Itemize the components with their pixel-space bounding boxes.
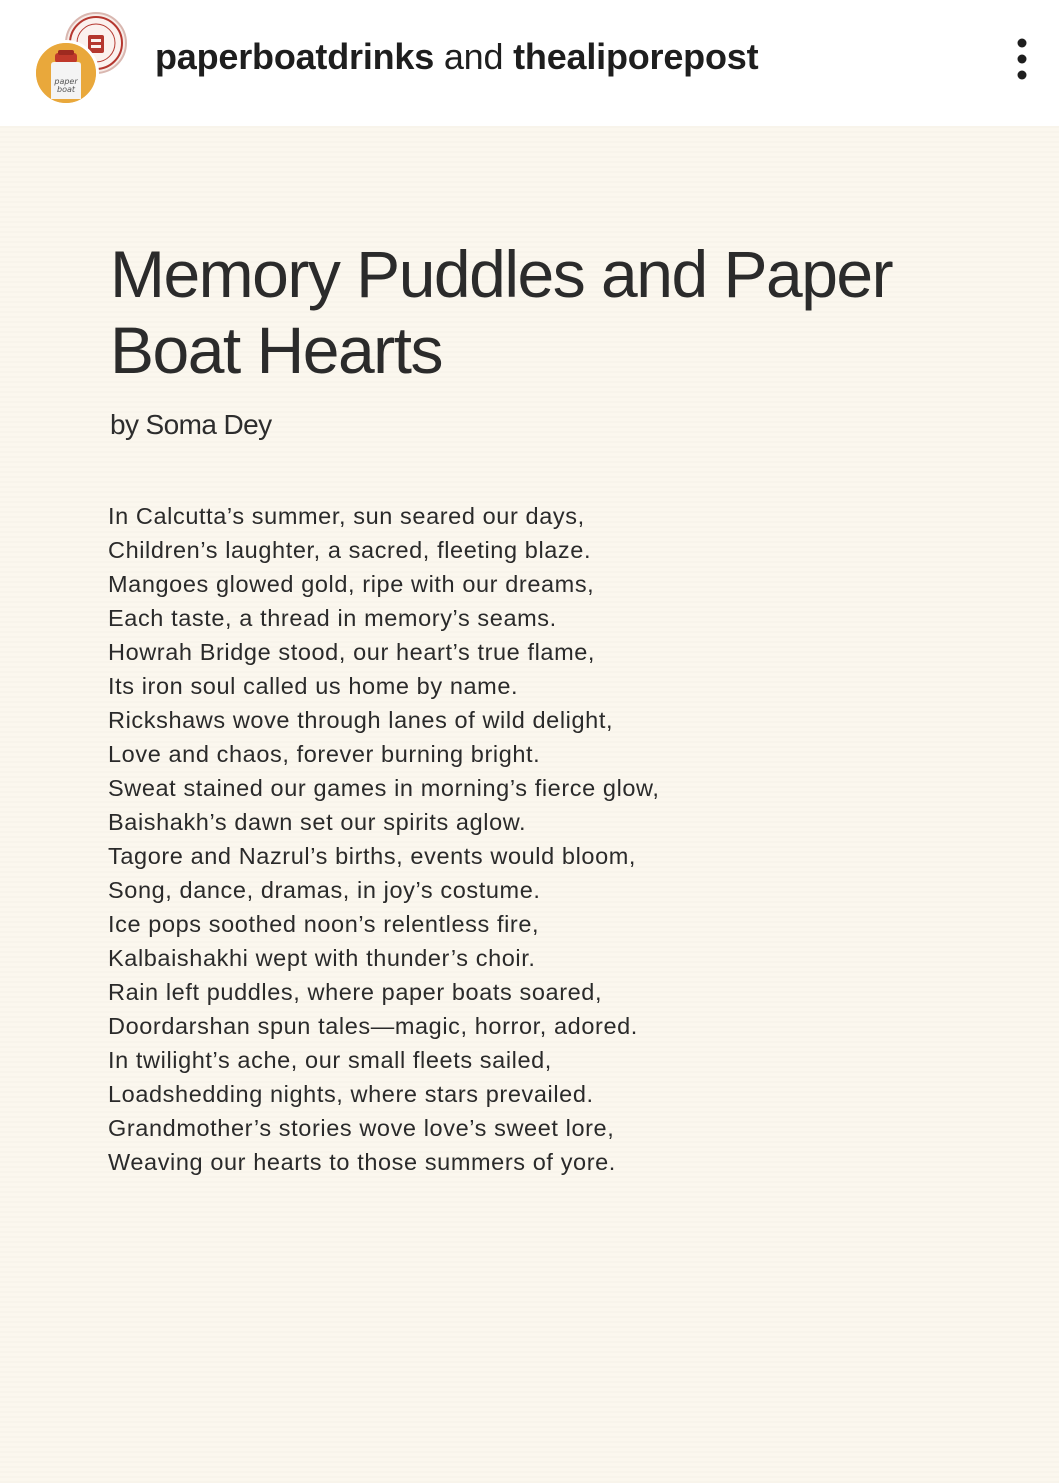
poem-line: In Calcutta’s summer, sun seared our days, [108,503,585,529]
post-image [0,126,1059,1483]
poem-line: Loadshedding nights, where stars prevailed. [108,1081,594,1107]
poem-line: Each taste, a thread in memory’s seams. [108,605,557,631]
more-options-icon [1006,34,1038,84]
poem-line: Howrah Bridge stood, our heart’s true flame, [108,639,596,665]
poem-line: Kalbaishakhi wept with thunder’s choir. [108,945,536,971]
poem-line: Love and chaos, forever burning bright. [108,741,541,767]
poem-line: Song, dance, dramas, in joy’s costume. [108,877,541,903]
poem-line: Mangoes glowed gold, ripe with our dreams, [108,571,595,597]
poem-line: Rain left puddles, where paper boats soared, [108,979,603,1005]
poem-line: Weaving our hearts to those summers of yore. [108,1149,616,1175]
poem-title: Memory Puddles and Paper Boat Hearts [110,237,893,387]
authors-joiner: and [434,36,514,77]
svg-text:paper: paper [54,77,78,86]
more-options-button[interactable] [1006,34,1038,84]
poem-line: Grandmother’s stories wove love’s sweet lore, [108,1115,615,1141]
poem-line: Children’s laughter, a sacred, fleeting blaze. [108,537,592,563]
poem-line: Baishakh’s dawn set our spirits aglow. [108,809,527,835]
poem-author: by Soma Dey [110,409,272,440]
poem-line: Doordarshan spun tales—magic, horror, adored. [108,1013,638,1039]
poem-line: Tagore and Nazrul’s births, events would bloom, [108,843,637,869]
poem-body [108,499,928,1179]
poem-line: Rickshaws wove through lanes of wild delight, [108,707,614,733]
paper-boat-logo-icon [36,43,96,103]
poem-line: Sweat stained our games in morning’s fierce glow, [108,775,660,801]
username-thealiporepost[interactable]: thealiporepost [513,36,759,77]
svg-text:boat: boat [56,85,76,94]
poem-line: Ice pops soothed noon’s relentless fire, [108,911,540,937]
username-paperboatdrinks[interactable]: paperboatdrinks [155,36,435,77]
avatar-paperboatdrinks[interactable] [33,40,99,106]
poem-line: In twilight’s ache, our small fleets sailed, [108,1047,552,1073]
poem-line: Its iron soul called us home by name. [108,673,519,699]
post-header [0,0,1059,126]
post-authors [155,36,758,78]
